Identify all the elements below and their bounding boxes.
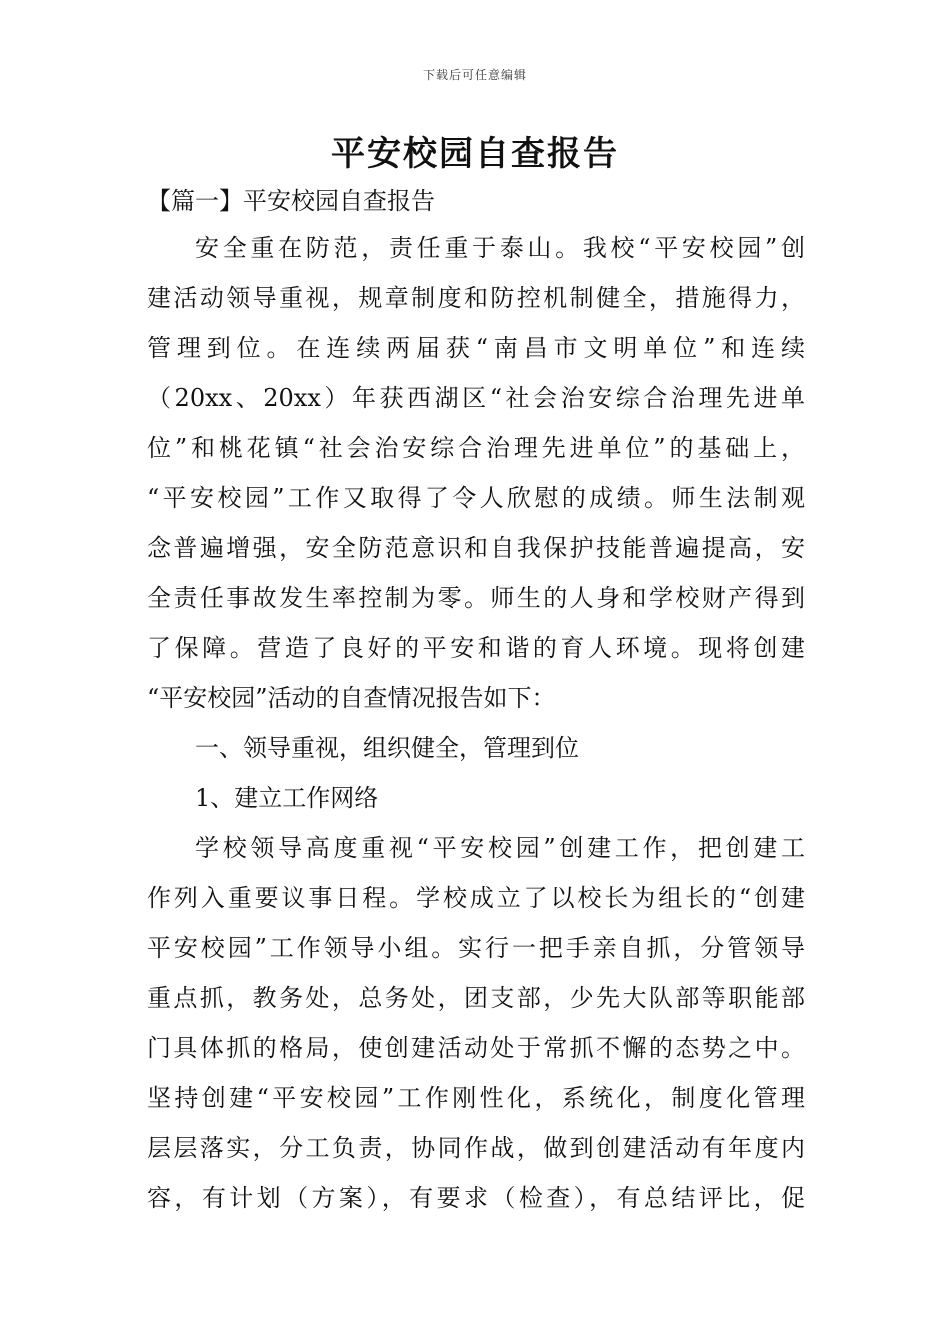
heading-level-1: 一、领导重视，组织健全，管理到位 [195, 734, 579, 762]
paragraph-2-line: 层层落实，分工负责，协同作战，做到创建活动有年度内 [147, 1134, 805, 1162]
paragraph-1-line: “平安校园”工作又取得了令人欣慰的成绩。师生法制观 [147, 484, 805, 512]
section-heading: 【篇一】平安校园自查报告 [147, 187, 435, 215]
paragraph-2-line: 作列入重要议事日程。学校成立了以校长为组长的“创建 [147, 884, 805, 912]
paragraph-1-line: 安全重在防范，责任重于泰山。我校“平安校园”创 [195, 234, 805, 262]
paragraph-1-line: “平安校园”活动的自查情况报告如下： [147, 684, 556, 712]
document-title: 平安校园自查报告 [331, 134, 619, 174]
header-note: 下载后可任意编辑 [422, 68, 527, 82]
heading-level-2: 1、建立工作网络 [195, 784, 379, 812]
paragraph-2-line: 重点抓，教务处，总务处，团支部，少先大队部等职能部 [147, 984, 805, 1012]
paragraph-1-line: 管理到位。在连续两届获“南昌市文明单位”和连续 [147, 334, 805, 362]
paragraph-1-line: （20xx、20xx）年获西湖区“社会治安综合治理先进单 [147, 384, 805, 412]
paragraph-2-line: 容，有计划（方案），有要求（检查），有总结评比，促 [147, 1184, 805, 1212]
paragraph-1-line: 建活动领导重视，规章制度和防控机制健全，措施得力， [147, 284, 805, 312]
paragraph-1-line: 念普遍增强，安全防范意识和自我保护技能普遍提高，安 [147, 534, 805, 562]
paragraph-1-line: 全责任事故发生率控制为零。师生的人身和学校财产得到 [147, 584, 805, 612]
paragraph-2-line: 坚持创建“平安校园”工作刚性化，系统化，制度化管理 [147, 1084, 805, 1112]
paragraph-2-line: 门具体抓的格局，使创建活动处于常抓不懈的态势之中。 [147, 1034, 805, 1062]
paragraph-1-line: 了保障。营造了良好的平安和谐的育人环境。现将创建 [147, 634, 805, 662]
paragraph-2-line: 平安校园”工作领导小组。实行一把手亲自抓，分管领导 [147, 934, 805, 962]
paragraph-1-line: 位”和桃花镇“社会治安综合治理先进单位”的基础上， [147, 434, 805, 462]
paragraph-2-line: 学校领导高度重视“平安校园”创建工作，把创建工 [195, 834, 805, 862]
